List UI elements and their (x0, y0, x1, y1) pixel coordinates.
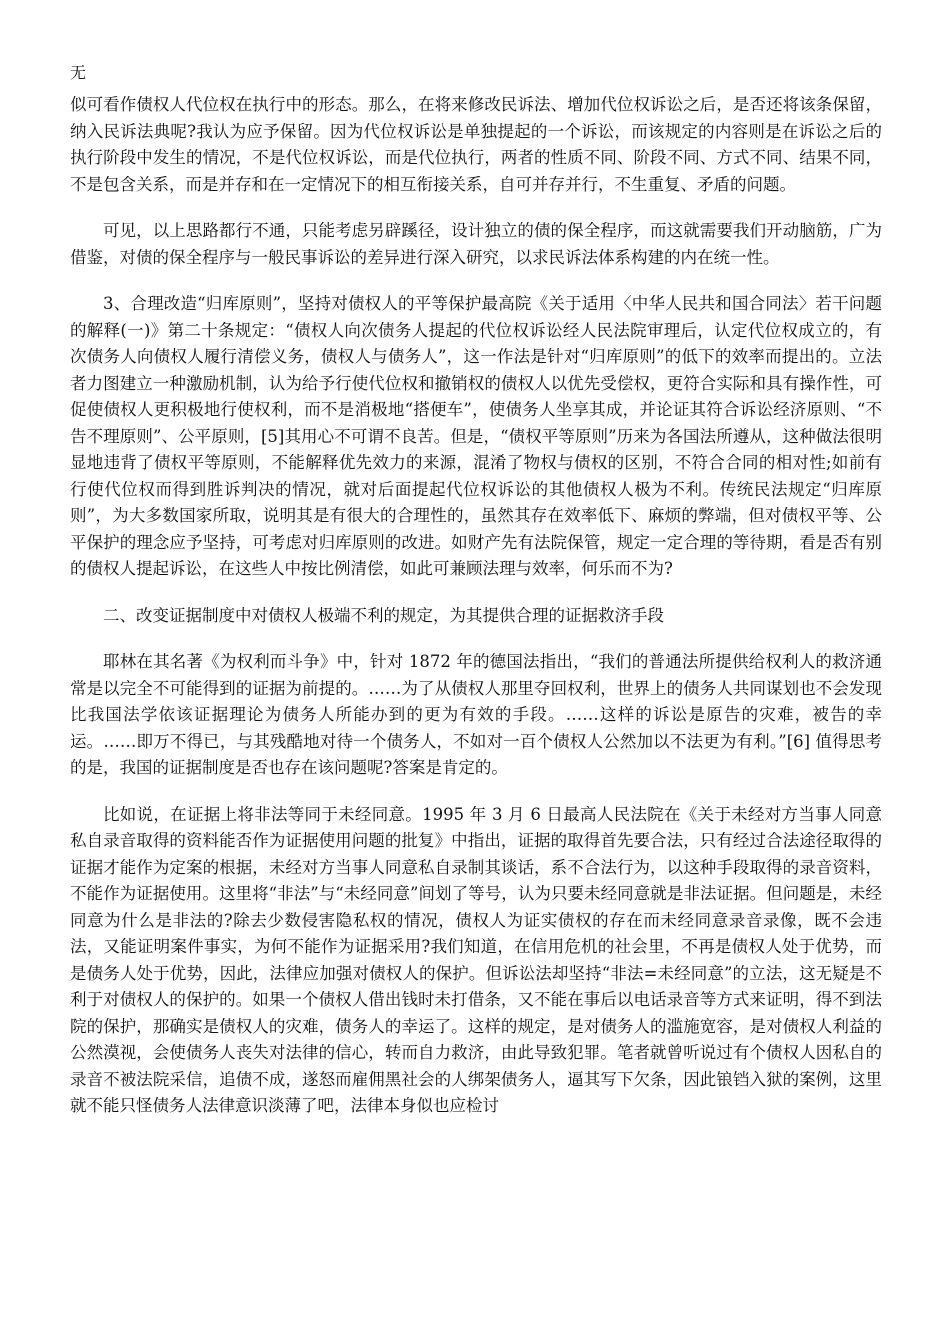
header-label: 无 (70, 63, 87, 82)
paragraph-continuation: 似可看作债权人代位权在执行中的形态。那么，在将来修改民诉法、增加代位权诉讼之后，是否还将该条保留，纳入民诉法典呢?我认为应予保留。因为代位权诉讼是单独提起的一个诉讼，而该规定的内容则是在诉讼之后的执行阶段中发生的情况，不是代位权诉讼，而是代位执行，两者的性质不同、阶段不同、方式不同、结果不同，不是包含关系，而是并存和在一定情况下的相互衔接关系，自可并存并行，不生重复、矛盾的问题。 (70, 95, 882, 194)
paragraph: 3、合理改造“归库原则”，坚持对债权人的平等保护最高院《关于适用〈中华人民共和国合同法〉若干问题的解释(一)》第二十条规定：“债权人向次债务人提起的代位权诉讼经人民法院审理后，认定代位权成立的，有次债务人向债权人履行清偿义务，债权人与债务人”，这一作法是针对“归库原则”的低下的效率而提出的。立法者力图建立一种激励机制，认为给予行使代位权和撤销权的债权人以优先受偿权，更符合实际和具有操作性，可促使债权人更积极地行使权利，而不是消极地“搭便车”，使债务人坐享其成，并论证其符合诉讼经济原则、“不告不理原则”、公平原则，[5]其用心不可谓不良苦。但是，“债权平等原则”历来为各国法所遵从，这种做法很明显地违背了债权平等原则，不能解释优先效力的来源，混淆了物权与债权的区别，不符合合同的相对性;如前有行使代位权而得到胜诉判决的情况，就对后面提起代位权诉讼的其他债权人极为不利。传统民法规定“归库原则”，为大多数国家所取，说明其是有很大的合理性的，虽然其存在效率低下、麻烦的弊端，但对债权平等、公平保护的理念应予坚持，可考虑对归库原则的改进。如财产先有法院保管，规定一定合理的等待期，看是否有别的债权人提起诉讼，在这些人中按比例清偿，如此可兼顾法理与效率，何乐而不为? (70, 294, 882, 578)
paragraph: 可见，以上思路都行不通，只能考虑另辟蹊径，设计独立的债的保全程序，而这就需要我们开动脑筋，广为借鉴，对债的保全程序与一般民事诉讼的差异进行深入研究，以求民诉法体系构建的内在统一性。 (70, 221, 882, 267)
document-page (70, 60, 882, 1140)
section-heading: 二、改变证据制度中对债权人极端不利的规定，为其提供合理的证据救济手段 (103, 605, 664, 625)
paragraph: 耶林在其名著《为权利而斗争》中，针对 1872 年的德国法指出，“我们的普通法所提供给权利人的救济通常是以完全不可能得到的证据为前提的。……为了从债权人那里夺回权利，世界上的债务人共同谋划也不会发现比我国法学依该证据理论为债务人所能办到的更为有效的手段。……这样的诉讼是原告的灾难，被告的幸运。……即万不得已，与其残酷地对待一个债务人，不如对一百个债权人公然加以不法更为有利。”[6] 值得思考的是，我国的证据制度是否也存在该问题呢?答案是肯定的。 (70, 652, 882, 777)
paragraph: 比如说，在证据上将非法等同于未经同意。1995 年 3 月 6 日最高人民法院在《关于未经对方当事人同意私自录音取得的资料能否作为证据使用问题的批复》中指出，证据的取得首先要合法，只有经过合法途径取得的证据才能作为定案的根据，未经对方当事人同意私自录制其谈话，系不合法行为，以这种手段取得的录音资料，不能作为证据使用。这里将“非法”与“未经同意”间划了等号，认为只要未经同意就是非法证据。但问题是，未经同意为什么是非法的?除去少数侵害隐私权的情况，债权人为证实债权的存在而未经同意录音录像，既不会违法，又能证明案件事实，为何不能作为证据采用?我们知道，在信用危机的社会里，不再是债权人处于优势，而是债务人处于优势，因此，法律应加强对债权人的保护。但诉讼法却坚持“非法=未经同意”的立法，这无疑是不利于对债权人的保护的。如果一个债权人借出钱时未打借条，又不能在事后以电话录音等方式来证明，得不到法院的保护，那确实是债权人的灾难，债务人的幸运了。这样的规定，是对债务人的滥施宽容，是对债权人利益的公然漠视，会使债务人丧失对法律的信心，转而自力救济，由此导致犯罪。笔者就曾听说过有个债权人因私自的录音不被法院采信，追债不成，遂怒而雇佣黑社会的人绑架债务人，逼其写下欠条，因此锒铛入狱的案例，这里就不能只怪债务人法律意识淡薄了吧，法律本身似也应检讨 (70, 804, 882, 1115)
